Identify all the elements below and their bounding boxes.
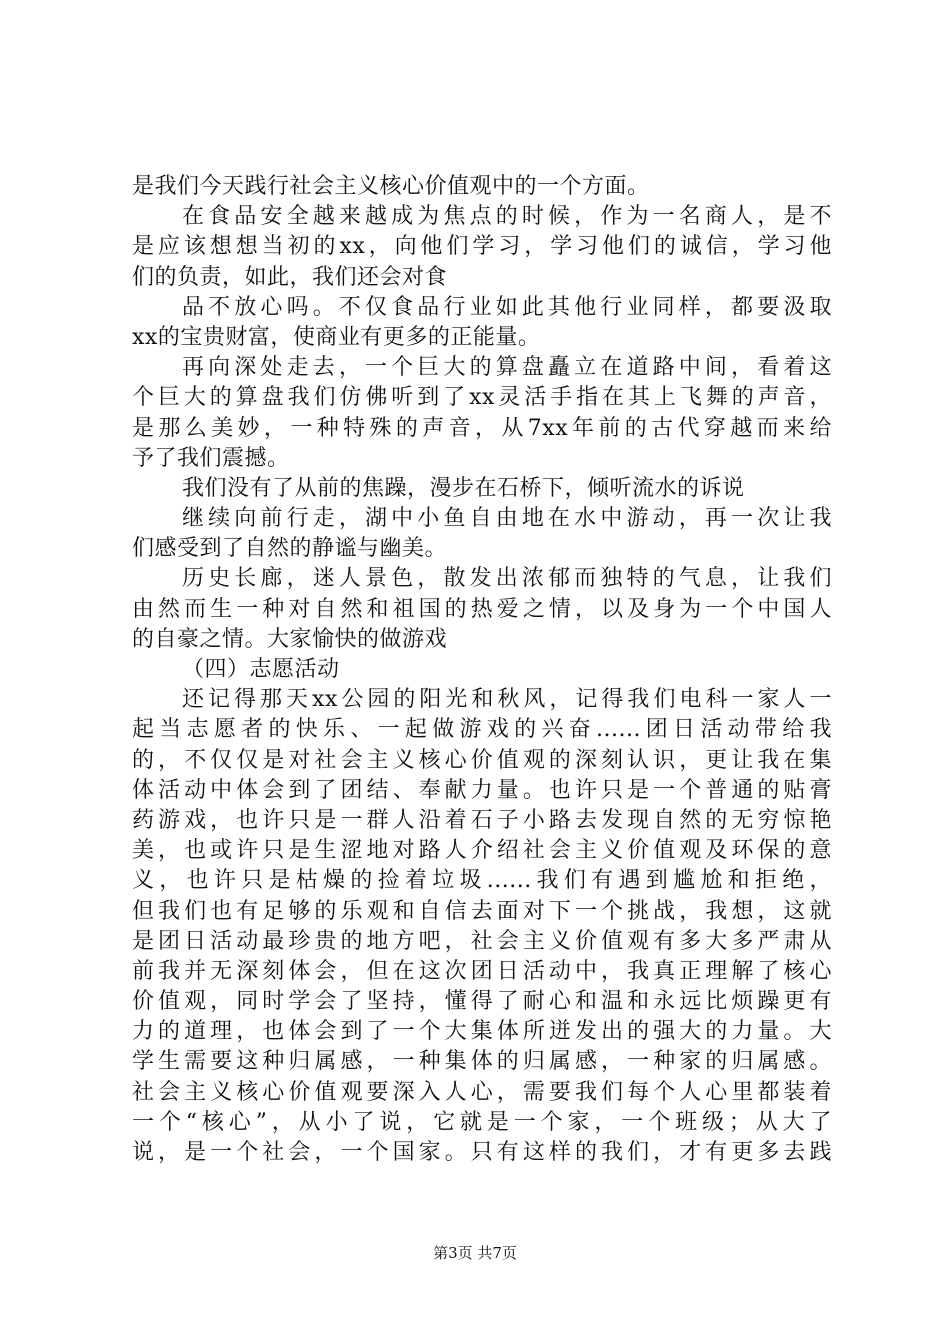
text-line: 是那么美妙，一种特殊的声音，从7xx年前的古代穿越而来给: [132, 415, 832, 441]
document-body: [132, 172, 832, 1168]
text-line: 体活动中体会到了团结、奉献力量。也许只是一个普通的贴膏: [132, 777, 832, 803]
text-line: 再向深处走去，一个巨大的算盘矗立在道路中间，看着这: [182, 355, 832, 381]
text-line: 们感受到了自然的静谧与幽美。: [132, 536, 448, 562]
text-line: 的，不仅仅是对社会主义核心价值观的深刻认识，更让我在集: [132, 747, 832, 773]
page-number-footer: 第3页 共7页: [433, 1244, 517, 1262]
text-line: 力的道理，也体会到了一个大集体所迸发出的强大的力量。大: [132, 1019, 832, 1045]
text-line: 社会主义核心价值观要深入人心，需要我们每个人心里都装着: [132, 1079, 832, 1105]
text-line: 继续向前行走，湖中小鱼自由地在水中游动，再一次让我: [182, 506, 832, 532]
text-line: 的自豪之情。大家愉快的做游戏: [132, 626, 448, 652]
text-line: 学生需要这种归属感，一种集体的归属感，一种家的归属感。: [132, 1049, 832, 1075]
text-line: 前我并无深刻体会，但在这次团日活动中，我真正理解了核心: [132, 958, 832, 984]
section-heading: （四）志愿活动: [182, 657, 340, 682]
text-line: 说，是一个社会，一个国家。只有这样的我们，才有更多去践: [132, 1140, 832, 1165]
text-line: 我们没有了从前的焦躁，漫步在石桥下，倾听流水的诉说: [182, 475, 745, 501]
text-line: 予了我们震撼。: [132, 445, 290, 471]
text-line: 价值观，同时学会了坚持，懂得了耐心和温和永远比烦躁更有: [132, 989, 832, 1015]
text-line: 是我们今天践行社会主义核心价值观中的一个方面。: [132, 174, 650, 199]
text-line: 品不放心吗。不仅食品行业如此其他行业同样，都要汲取: [182, 294, 832, 320]
text-line: xx的宝贵财富，使商业有更多的正能量。: [132, 324, 541, 350]
text-line: 是团日活动最珍贵的地方吧，社会主义价值观有多大多严肃从: [132, 928, 832, 954]
text-line: 美，也或许只是生涩地对路人介绍社会主义价值观及环保的意: [132, 838, 832, 864]
text-line: 由然而生一种对自然和祖国的热爱之情，以及身为一个中国人: [132, 596, 832, 622]
text-line: 但我们也有足够的乐观和自信去面对下一个挑战，我想，这就: [132, 898, 832, 924]
text-line: 历史长廊，迷人景色，散发出浓郁而独特的气息，让我们: [182, 566, 832, 592]
text-line: 个巨大的算盘我们仿佛听到了xx灵活手指在其上飞舞的声音，: [132, 385, 832, 411]
text-line: 一个“核心”，从小了说，它就是一个家，一个班级；从大了: [132, 1109, 832, 1135]
text-line: 在食品安全越来越成为焦点的时候，作为一名商人，是不: [182, 204, 832, 230]
text-line: 药游戏，也许只是一群人沿着石子小路去发现自然的无穷惊艳: [132, 807, 832, 833]
text-line: 起当志愿者的快乐、一起做游戏的兴奋......团日活动带给我: [132, 717, 832, 743]
text-line: 义，也许只是枯燥的捡着垃圾......我们有遇到尴尬和拒绝，: [132, 868, 832, 894]
text-line: 还记得那天xx公园的阳光和秋风，记得我们电科一家人一: [182, 687, 832, 713]
text-line: 们的负责，如此，我们还会对食: [132, 264, 448, 290]
text-line: 是应该想想当初的xx，向他们学习，学习他们的诚信，学习他: [132, 234, 832, 260]
